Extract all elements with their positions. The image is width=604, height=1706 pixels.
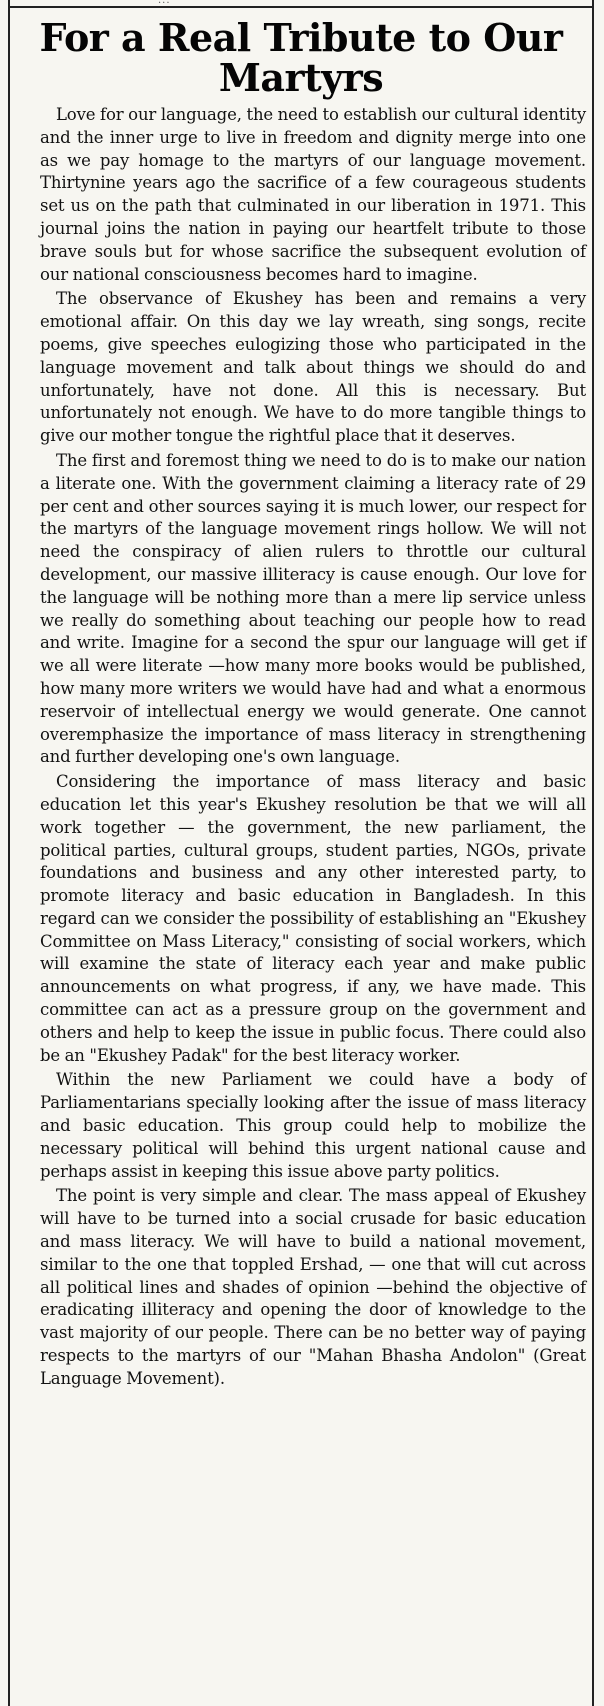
right-column-rule bbox=[592, 0, 594, 1706]
top-rule bbox=[8, 6, 594, 8]
paragraph-parliament: Within the new Parliament we could have a body of Parliamentarians specially looking after the issue of mass literacy and basic education. This group could help to mobilize the necessary political will behind this urgent national cause and perhaps assist in keeping this issue above party politics. bbox=[40, 1070, 586, 1181]
newspaper-column bbox=[8, 0, 594, 1706]
paragraph-resolution: Considering the importance of mass literacy and basic education let this year's Ekushey resolution be that we will all work together — the government, the new parliament, the political parties, cultural groups, student parties, NGOs, private foundations and business and any other interested party, to promote literacy and basic education in Bangladesh. In this regard can we consider the possibility of establishing an "Ekushey Committee on Mass Literacy," consisting of social workers, which will examine the state of literacy each year and make public announcements on what progress, if any, we have made. This committee can act as a pressure group on the government and others and help to keep the issue in public focus. There could also be an "Ekushey Padak" for the best literacy worker. bbox=[40, 772, 586, 1065]
cropped-header-strip: ... bbox=[158, 0, 171, 6]
headline: For a Real Tribute to Our Martyrs bbox=[39, 15, 563, 100]
paragraph-conclusion: The point is very simple and clear. The mass appeal of Ekushey will have to be turned into a social crusade for basic education and mass literacy. We will have to build a national movement, similar to the one that toppled Ershad, — one that will cut across all political lines and shades of opinion —behind the objective of eradicating illiteracy and opening the door of knowledge to the vast majority of our people. There can be no better way of paying respects to the martyrs of our "Mahan Bhasha Andolon" (Great Language Movement). bbox=[40, 1186, 586, 1388]
paragraph-observance: The observance of Ekushey has been and remains a very emotional affair. On this day we lay wreath, sing songs, recite poems, give speeches eulogizing those who participated in the language movement and talk about things we should do and unfortunately, have not done. All this is necessary. But unfortunately not enough. We have to do more tangible things to give our mother tongue the rightful place that it deserves. bbox=[40, 289, 586, 446]
article-body bbox=[40, 104, 586, 1391]
paragraph-literacy: The first and foremost thing we need to do is to make our nation a literate one. With the government claiming a literacy rate of 29 per cent and other sources saying it is much lower, our respect for the martyrs of the language movement rings hollow. We will not need the conspiracy of alien rulers to throttle our cultural development, our massive illiteracy is cause enough. Our love for the language will be nothing more than a mere lip service unless we really do something about teaching our people how to read and write. Imagine for a second the spur our language will get if we all were literate —how many more books would be published, how many more writers we would have had and what a enormous reservoir of intellectual energy we would generate. One cannot overemphasize the importance of mass literacy in strengthening and further developing one's own language. bbox=[40, 450, 586, 767]
paragraph-intro: Love for our language, the need to establish our cultural identity and the inner urge to live in freedom and dignity merge into one as we pay homage to the martyrs of our language movement. Thirtynine years ago the sacrifice of a few courageous students set us on the path that culminated in our liberation in 1971. This journal joins the nation in paying our heartfelt tribute to those brave souls but for whose sacrifice the subsequent evolution of our national consciousness becomes hard to imagine. bbox=[40, 105, 586, 284]
left-column-rule bbox=[8, 0, 10, 1706]
